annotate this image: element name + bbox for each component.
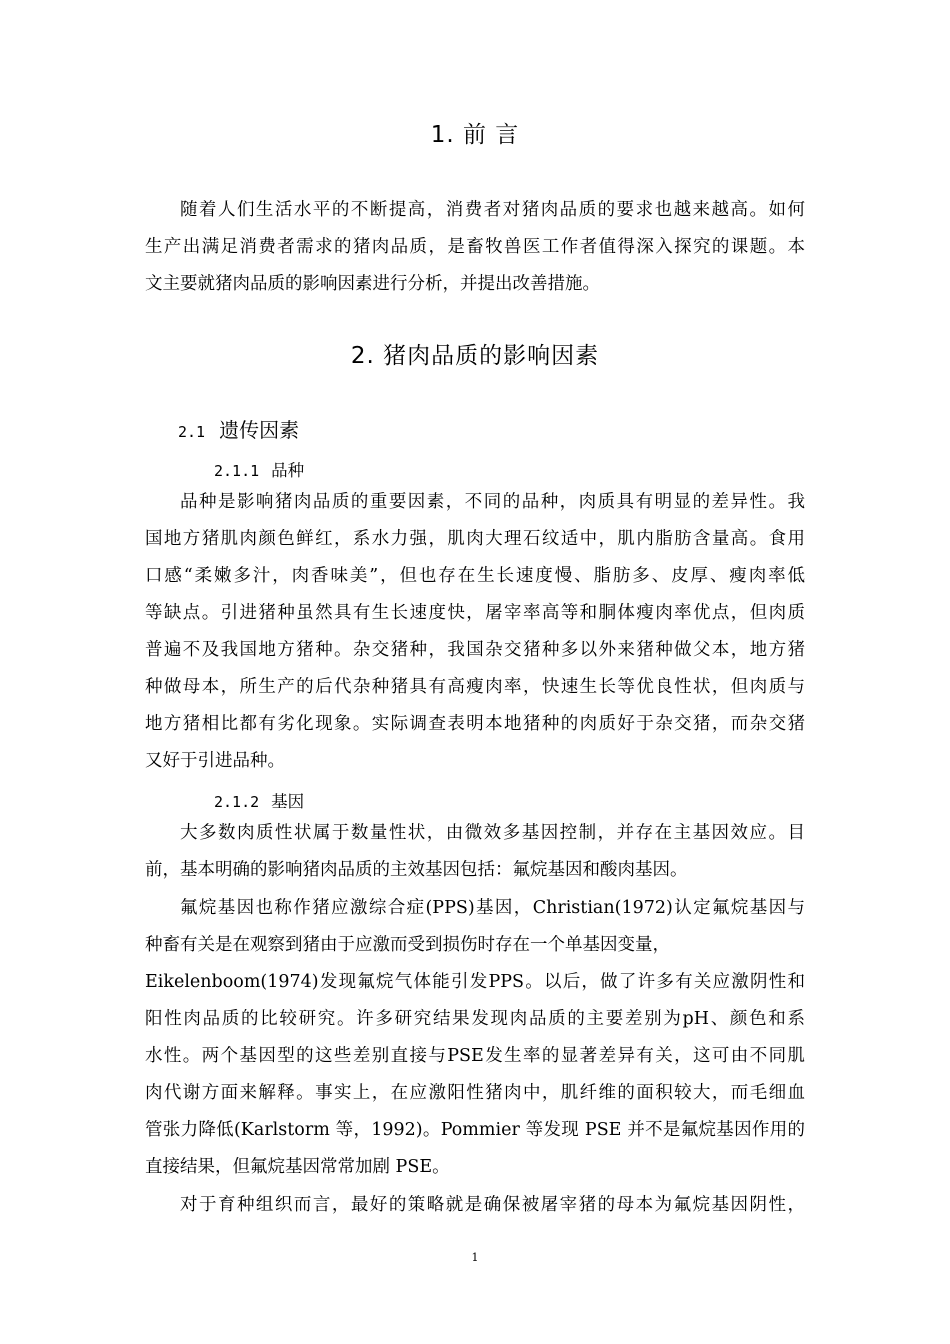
text-line: 国地方猪肌肉颜色鲜红，系水力强，肌肉大理石纹适中，肌内脂肪含量高。食用 xyxy=(145,529,805,549)
text-line: 氟烷基因也称作猪应激综合症(PPS)基因，Christian(1972)认定氟烷基因与 xyxy=(180,898,805,918)
text-line: 大多数肉质性状属于数量性状，由微效多基因控制，并存在主基因效应。目 xyxy=(180,823,805,843)
text-line: 种畜有关是在观察到猪由于应激而受到损伤时存在一个单基因变量， xyxy=(145,935,670,955)
text-line: 口感“柔嫩多汁，肉香味美”，但也存在生长速度慢、脂肪多、皮厚、瘦肉率低 xyxy=(145,566,805,586)
text-line: 种做母本，所生产的后代杂种猪具有高瘦肉率，快速生长等优良性状，但肉质与 xyxy=(145,677,805,697)
text-line: 肉代谢方面来解释。事实上，在应激阳性猪肉中，肌纤维的面积较大，而毛细血 xyxy=(145,1083,805,1103)
text-line: 管张力降低(Karlstorm 等，1992)。Pommier 等发现 PSE 并不是氟烷基因作用的 xyxy=(145,1120,805,1140)
text-line: 文主要就猪肉品质的影响因素进行分析，并提出改善措施。 xyxy=(145,274,600,294)
heading-preface: 1. 前 言 xyxy=(430,122,520,148)
heading-text: 品种 xyxy=(271,461,305,480)
text-line: 阳性肉品质的比较研究。许多研究结果发现肉品质的主要差别为pH、颜色和系 xyxy=(145,1009,805,1029)
text-line: 又好于引进品种。 xyxy=(145,751,285,771)
text-line: 前，基本明确的影响猪肉品质的主效基因包括：氟烷基因和酸肉基因。 xyxy=(145,860,688,880)
text-line: 水性。两个基因型的这些差别直接与PSE发生率的显著差异有关，这可由不同肌 xyxy=(145,1046,805,1066)
heading-number: 2.1 xyxy=(178,423,206,441)
heading-factors: 2. 猪肉品质的影响因素 xyxy=(350,343,600,369)
heading-text: 遗传因素 xyxy=(219,418,300,442)
text-line: 等缺点。引进猪种虽然具有生长速度快，屠宰率高等和胴体瘦肉率优点，但肉质 xyxy=(145,603,805,623)
text-line: 普遍不及我国地方猪种。杂交猪种，我国杂交猪种多以外来猪种做父本，地方猪 xyxy=(145,640,805,660)
text-line: 品种是影响猪肉品质的重要因素，不同的品种，肉质具有明显的差异性。我 xyxy=(180,492,805,512)
heading-genetic-factors xyxy=(178,414,299,443)
heading-breed xyxy=(214,457,304,481)
text-line: 生产出满足消费者需求的猪肉品质，是畜牧兽医工作者值得深入探究的课题。本 xyxy=(145,237,805,257)
page-number: 1 xyxy=(471,1251,479,1264)
text-line: 直接结果，但氟烷基因常常加剧 PSE。 xyxy=(145,1157,450,1177)
heading-gene xyxy=(214,788,304,812)
heading-number: 2.1.2 xyxy=(214,793,260,811)
heading-number: 2.1.1 xyxy=(214,462,260,480)
text-line: 地方猪相比都有劣化现象。实际调查表明本地猪种的肉质好于杂交猪，而杂交猪 xyxy=(145,714,805,734)
heading-text: 基因 xyxy=(271,792,305,811)
text-line: Eikelenboom(1974)发现氟烷气体能引发PPS。以后，做了许多有关应激阴性和 xyxy=(145,972,805,992)
text-line: 随着人们生活水平的不断提高，消费者对猪肉品质的要求也越来越高。如何 xyxy=(180,200,805,220)
text-line: 对于育种组织而言，最好的策略就是确保被屠宰猪的母本为氟烷基因阴性， xyxy=(180,1195,805,1215)
